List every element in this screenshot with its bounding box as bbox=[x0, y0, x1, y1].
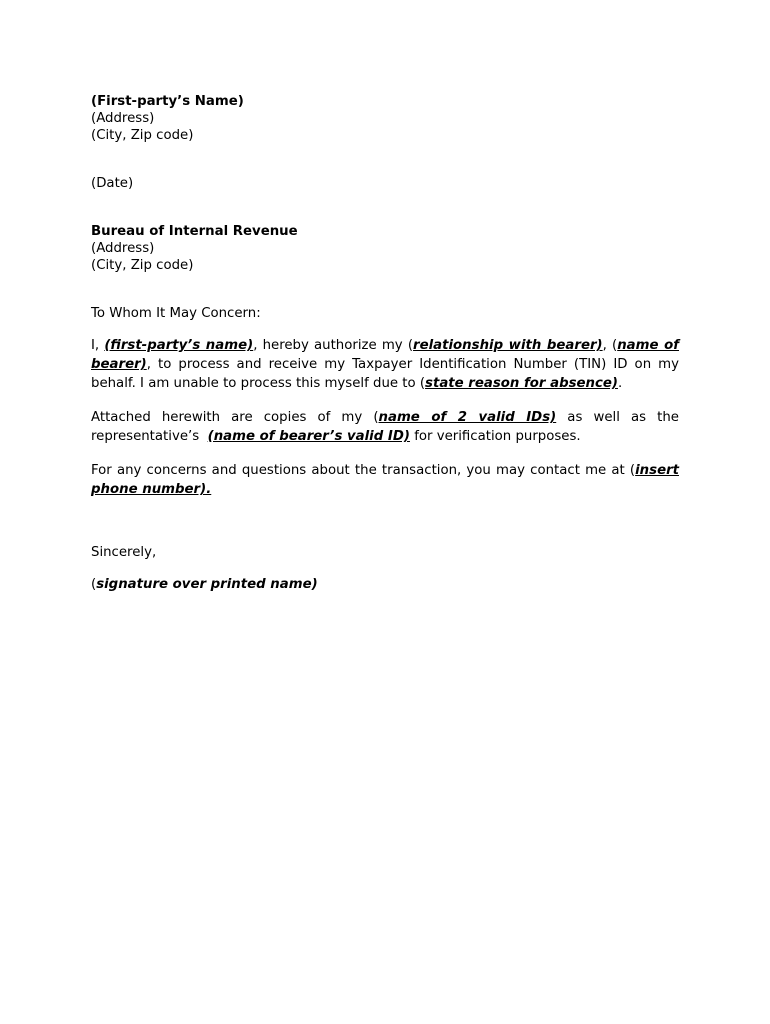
paragraph1-text-2: , hereby authorize my ( bbox=[253, 338, 414, 353]
paragraph2-text-1: Attached herewith are copies of my ( bbox=[91, 410, 379, 425]
sender-name: (First-party’s Name) bbox=[91, 94, 244, 109]
paragraph-authorization bbox=[91, 336, 679, 393]
paragraph1-text-4: , to process and receive my Taxpayer Identification Number (TIN) ID on my behalf. I am unable to process this myself due to ( bbox=[91, 357, 679, 391]
paragraph-attachments bbox=[91, 408, 684, 446]
sender-block bbox=[91, 93, 679, 144]
paragraph1-text-1: I, bbox=[91, 338, 105, 353]
recipient-name: Bureau of Internal Revenue bbox=[91, 224, 298, 239]
placeholder-reason: state reason for absence) bbox=[425, 376, 618, 391]
closing-block bbox=[91, 544, 679, 561]
placeholder-valid-ids: name of 2 valid IDs) bbox=[378, 410, 557, 425]
recipient-address: (Address) bbox=[91, 241, 155, 256]
paragraph1-text-5: . bbox=[617, 376, 623, 391]
salutation bbox=[91, 305, 679, 322]
sender-address: (Address) bbox=[91, 111, 155, 126]
salutation-text: To Whom It May Concern: bbox=[91, 306, 261, 321]
date-block bbox=[91, 175, 679, 192]
placeholder-bearer-valid-id: (name of bearer’s valid ID) bbox=[207, 429, 410, 444]
recipient-city-zip: (City, Zip code) bbox=[91, 258, 194, 273]
signature-open-paren: ( bbox=[91, 577, 97, 592]
placeholder-phone-number: insert phone number). bbox=[91, 463, 679, 497]
placeholder-bearer-name: name of bearer) bbox=[91, 338, 679, 372]
signature-placeholder: signature over printed name) bbox=[96, 577, 318, 592]
sender-city-zip: (City, Zip code) bbox=[91, 128, 194, 143]
paragraph2-text-3: for verification purposes. bbox=[409, 429, 581, 444]
paragraph-contact bbox=[91, 461, 679, 499]
paragraph3-text-1: For any concerns and questions about the transaction, you may contact me at ( bbox=[91, 463, 636, 478]
placeholder-first-party-name: (first-party’s name) bbox=[104, 338, 254, 353]
letter-date: (Date) bbox=[91, 176, 134, 191]
recipient-block bbox=[91, 223, 679, 274]
letter-page bbox=[91, 93, 684, 593]
closing-text: Sincerely, bbox=[91, 545, 157, 560]
paragraph1-text-3: , ( bbox=[602, 338, 618, 353]
paragraph2-text-2: as well as the representative’s bbox=[91, 410, 684, 444]
placeholder-relationship: relationship with bearer) bbox=[413, 338, 603, 353]
signature-block bbox=[91, 576, 679, 593]
